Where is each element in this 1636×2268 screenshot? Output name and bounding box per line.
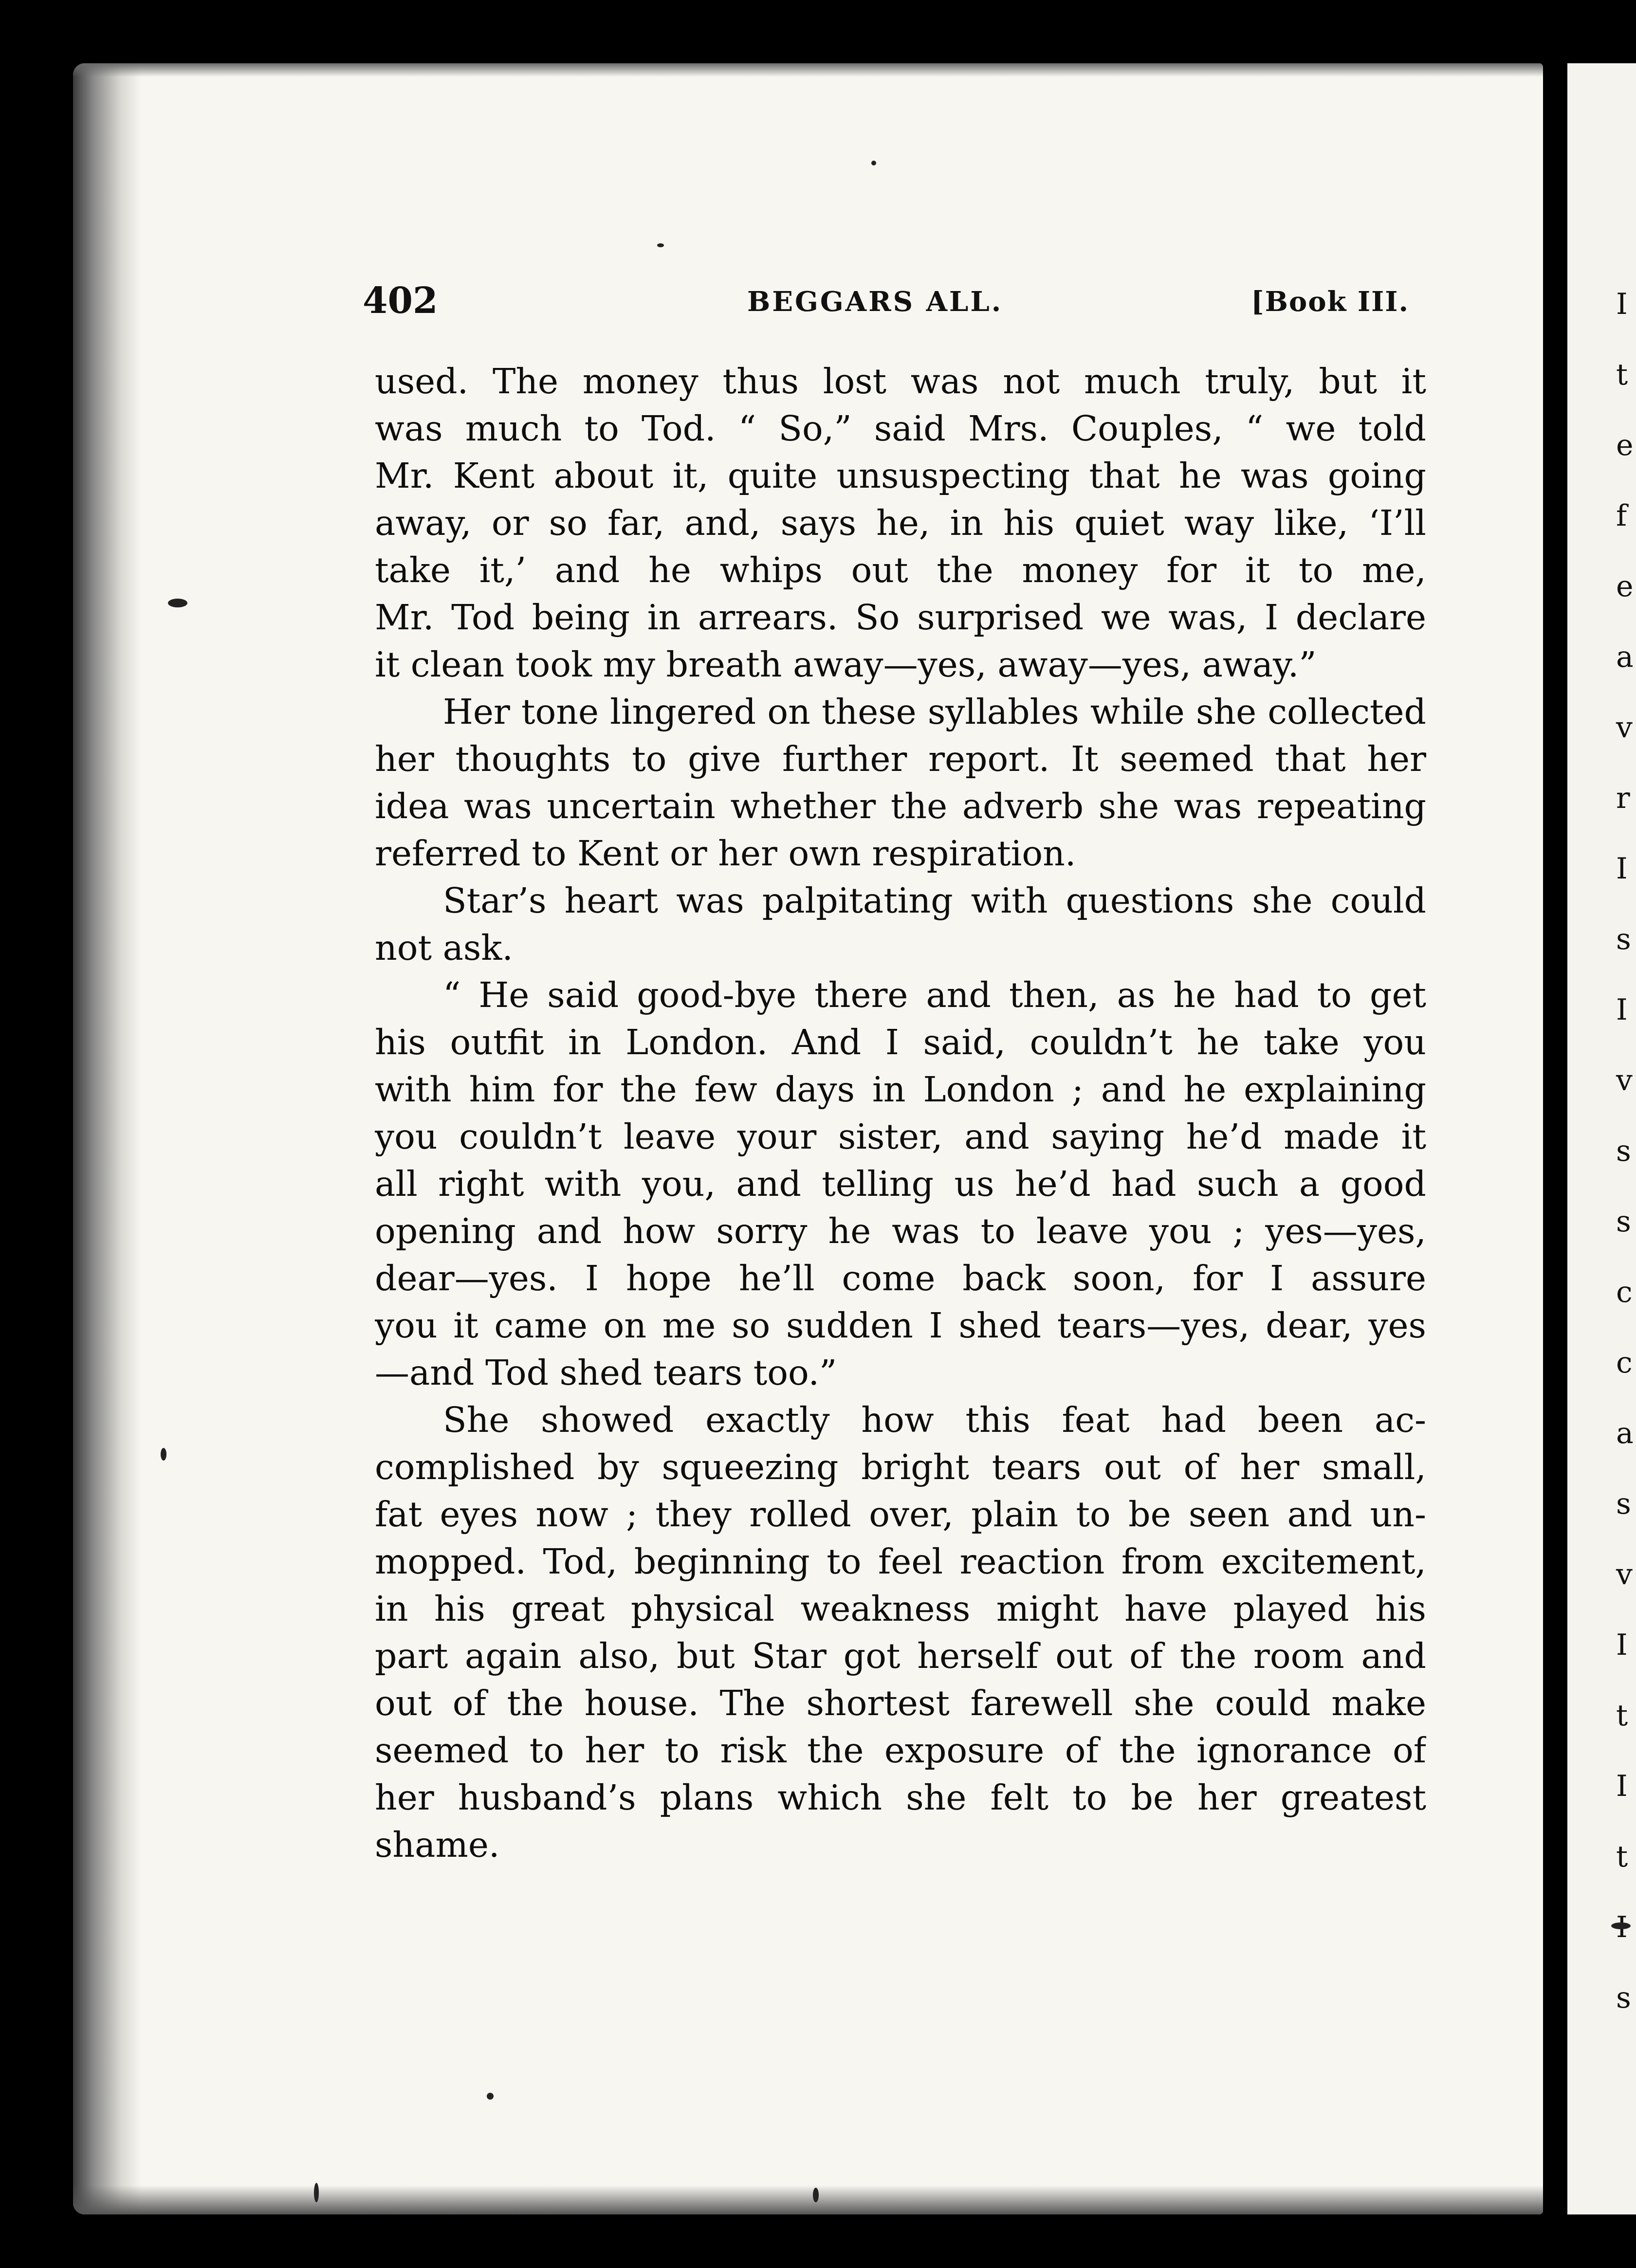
facing-page-letter: I — [1616, 993, 1628, 1027]
facing-page-letter: f — [1616, 499, 1627, 533]
text-line: Her tone lingered on these syllables while she collected — [443, 692, 1426, 732]
text-line: Star’s heart was palpitating with questions she could — [443, 880, 1426, 921]
text-line: shame. — [375, 1825, 500, 1865]
facing-page-letter: s — [1616, 922, 1631, 956]
text-line: it clean took my breath away—yes, away—yes, away.” — [375, 644, 1317, 685]
scan-speck — [314, 2183, 319, 2202]
text-line: opening and how sorry he was to leave you ; yes—yes, — [375, 1211, 1426, 1251]
facing-page-letter: v — [1616, 1557, 1633, 1591]
body-text — [375, 358, 1426, 1868]
text-line: idea was uncertain whether the adverb she was repeating — [375, 786, 1426, 826]
text-line: was much to Tod. “ So,” said Mrs. Couples, “ we told — [375, 408, 1426, 449]
scan-speck — [871, 161, 876, 165]
book-title: BEGGARS ALL. — [747, 286, 1003, 318]
text-line: used. The money thus lost was not much truly, but it — [375, 361, 1426, 402]
facing-page-letter: s — [1616, 1487, 1631, 1521]
facing-page-letter: c — [1616, 1275, 1633, 1309]
text-line: She showed exactly how this feat had been ac- — [443, 1400, 1426, 1440]
facing-page-letter: e — [1616, 569, 1634, 604]
text-line: with him for the few days in London ; and he explaining — [375, 1069, 1426, 1110]
facing-page-letter: I — [1616, 1769, 1628, 1803]
facing-page-letter: a — [1616, 1416, 1634, 1450]
page-bottom-edge — [73, 2185, 1543, 2214]
text-line: her husband’s plans which she felt to be her greatest — [375, 1777, 1426, 1818]
text-line: fat eyes now ; they rolled over, plain to be seen and un- — [375, 1494, 1426, 1535]
text-line: her thoughts to give further report. It seemed that her — [375, 739, 1426, 779]
facing-page-letter: t — [1616, 358, 1628, 392]
text-line: “ He said good-bye there and then, as he had to get — [443, 975, 1426, 1015]
running-head — [363, 280, 1409, 322]
facing-page-letter: v — [1616, 711, 1633, 745]
text-line: away, or so far, and, says he, in his quiet way like, ‘I’ll — [375, 503, 1426, 543]
text-line: you couldn’t leave your sister, and saying he’d made it — [375, 1116, 1426, 1157]
text-line: take it,’ and he whips out the money for it to me, — [375, 550, 1426, 590]
facing-page-letter: s — [1616, 1134, 1631, 1168]
page-top-edge — [73, 63, 1543, 77]
scan-speck — [487, 2093, 494, 2100]
page-number: 402 — [363, 280, 438, 322]
scan-speck — [1611, 1922, 1631, 1929]
text-line: in his great physical weakness might have played his — [375, 1589, 1426, 1629]
text-line: referred to Kent or her own respiration. — [375, 833, 1076, 874]
facing-page-letter: r — [1616, 781, 1630, 815]
scan-speck — [657, 243, 664, 247]
facing-page-letter: a — [1616, 640, 1634, 674]
facing-page-letter: s — [1616, 1205, 1631, 1239]
text-line: seemed to her to risk the exposure of the ignorance of — [375, 1730, 1426, 1771]
text-line: Mr. Kent about it, quite unsuspecting that he was going — [375, 456, 1426, 496]
text-line: his outfit in London. And I said, couldn’t he take you — [375, 1022, 1426, 1062]
facing-page-letter: t — [1616, 1699, 1628, 1733]
facing-page-letter: t — [1616, 1840, 1628, 1874]
facing-page-letter: I — [1616, 287, 1628, 321]
book-section: [Book III. — [1251, 286, 1409, 318]
text-line: all right with you, and telling us he’d had such a good — [375, 1164, 1426, 1204]
text-line: not ask. — [375, 928, 513, 968]
facing-page-letter: I — [1616, 1628, 1628, 1662]
text-line: you it came on me so sudden I shed tears—yes, dear, yes — [375, 1305, 1426, 1346]
scan-speck — [161, 1448, 166, 1461]
scan-speck — [813, 2188, 819, 2202]
facing-page-letter: c — [1616, 1346, 1633, 1380]
text-line: complished by squeezing bright tears out of her small, — [375, 1447, 1426, 1487]
facing-page-letter: I — [1616, 852, 1628, 886]
text-line: out of the house. The shortest farewell she could make — [375, 1683, 1426, 1723]
facing-page-letter: v — [1616, 1063, 1633, 1097]
text-line: —and Tod shed tears too.” — [375, 1353, 837, 1393]
scan-speck — [168, 599, 187, 607]
gutter-shadow — [73, 63, 141, 2214]
facing-page-letter: e — [1616, 428, 1634, 462]
text-line: part again also, but Star got herself out of the room and — [375, 1636, 1426, 1676]
text-line: dear—yes. I hope he’ll come back soon, for I assure — [375, 1258, 1426, 1299]
text-line: Mr. Tod being in arrears. So surprised we was, I declare — [375, 597, 1426, 638]
text-line: mopped. Tod, beginning to feel reaction from excitement, — [375, 1541, 1426, 1582]
facing-page-letter: s — [1616, 1981, 1631, 2015]
